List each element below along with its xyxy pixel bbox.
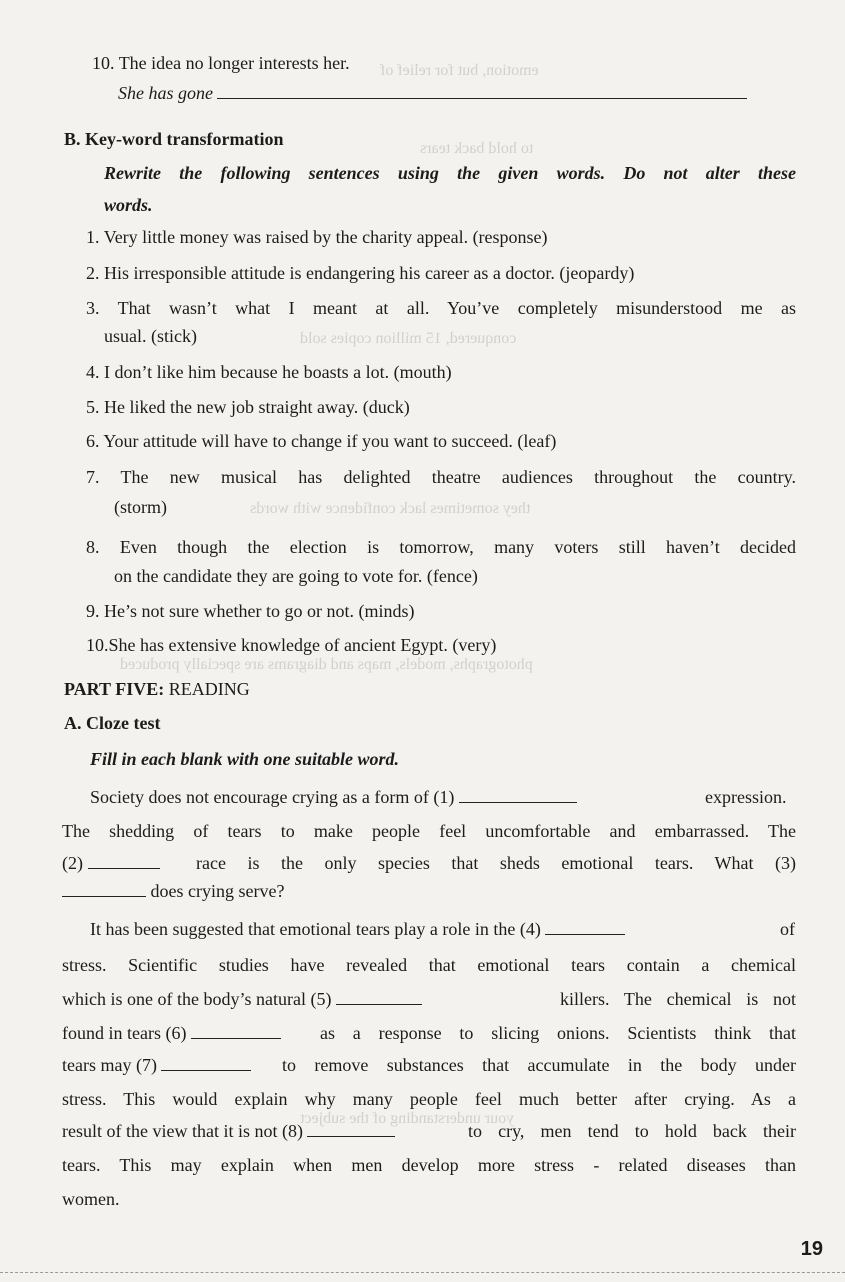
transform-item: 3. That wasn’t what I meant at all. You’ve completely misunderstood me as	[86, 298, 796, 318]
subheading: A. Cloze test	[64, 713, 161, 733]
bleed-through-text: to hold back tears	[420, 140, 534, 157]
bleed-through-text: photographs, models, maps and diagrams are specially produced	[120, 656, 533, 673]
passage-line: It has been suggested that emotional tears play a role in the (4)	[90, 918, 625, 940]
passage-line: The shedding of tears to make people feel uncomfortable and embarrassed. The	[62, 821, 796, 841]
transform-item: 6. Your attitude will have to change if you want to succeed. (leaf)	[86, 431, 557, 451]
passage-line-end: of	[780, 919, 795, 939]
passage-line: tears. This may explain when men develop more stress - related diseases than	[62, 1155, 796, 1175]
answer-start: She has gone	[118, 83, 213, 103]
transform-item: 4. I don’t like him because he boasts a lot. (mouth)	[86, 362, 452, 382]
passage-line: killers. The chemical is not	[560, 989, 796, 1009]
transform-item: 10.She has extensive knowledge of ancient Egypt. (very)	[86, 635, 497, 655]
passage-line: result of the view that it is not (8)	[62, 1120, 395, 1142]
passage-line: stress. This would explain why many people feel much better after crying. As a	[62, 1089, 796, 1109]
passage-line: to remove substances that accumulate in the body under	[282, 1055, 796, 1075]
cloze-blank-2[interactable]	[88, 852, 160, 869]
passage-line: race is the only species that sheds emotional tears. What (3)	[196, 853, 796, 873]
cloze-blank-6[interactable]	[191, 1022, 281, 1039]
passage-line: to cry, men tend to hold back their	[468, 1121, 796, 1141]
transform-item-cont: usual. (stick)	[104, 326, 197, 346]
passage-line: (2)	[62, 852, 160, 874]
transform-item-cont: (storm)	[114, 497, 167, 517]
passage-line: stress. Scientific studies have revealed that emotional tears contain a chemical	[62, 955, 796, 975]
cloze-blank-7[interactable]	[161, 1054, 251, 1071]
cloze-blank-5[interactable]	[336, 988, 422, 1005]
cloze-instruction: Fill in each blank with one suitable word.	[90, 749, 400, 769]
passage-line: women.	[62, 1189, 120, 1209]
transform-item-cont: on the candidate they are going to vote for. (fence)	[114, 566, 478, 586]
transform-item: 7. The new musical has delighted theatre audiences throughout the country.	[86, 467, 796, 487]
passage-line: found in tears (6)	[62, 1022, 281, 1044]
bleed-through-text: they sometimes lack confidence with words	[250, 500, 531, 517]
transform-item: 1. Very little money was raised by the charity appeal. (response)	[86, 227, 548, 247]
page-number: 19	[800, 1238, 823, 1260]
passage-line: does crying serve?	[62, 880, 284, 902]
passage-line: Society does not encourage crying as a form of (1)	[90, 786, 577, 808]
bleed-through-text: emotion, but for relief of	[380, 62, 539, 79]
passage-line: which is one of the body’s natural (5)	[62, 988, 422, 1010]
page-edge	[0, 1272, 845, 1274]
bleed-through-text: your understanding of the subject	[300, 1110, 515, 1127]
bleed-through-text: conquered, 15 million copies sold	[300, 330, 517, 347]
passage-line: as a response to slicing onions. Scientists think that	[320, 1023, 796, 1043]
item-sentence: The idea no longer interests her.	[118, 53, 350, 73]
passage-line: tears may (7)	[62, 1054, 251, 1076]
transform-item: 8. Even though the election is tomorrow, many voters still haven’t decided	[86, 537, 796, 557]
section-heading: B. Key-word transformation	[64, 129, 284, 149]
cloze-blank-3[interactable]	[62, 880, 146, 897]
transform-item: 9. He’s not sure whether to go or not. (minds)	[86, 601, 415, 621]
section-instruction: Rewrite the following sentences using the given words. Do not alter these	[104, 163, 796, 183]
transform-answer-line	[118, 82, 747, 104]
transform-item: 5. He liked the new job straight away. (duck)	[86, 397, 410, 417]
part-heading: PART FIVE: READING	[64, 679, 250, 699]
cloze-blank-1[interactable]	[459, 786, 577, 803]
item-number: 10.	[92, 53, 115, 73]
cloze-blank-4[interactable]	[545, 918, 625, 935]
answer-blank[interactable]	[217, 82, 747, 99]
transform-item-10	[92, 52, 350, 74]
cloze-blank-8[interactable]	[307, 1120, 395, 1137]
passage-line-end: expression.	[705, 787, 787, 807]
section-instruction-cont: words.	[104, 195, 153, 215]
transform-item: 2. His irresponsible attitude is endangering his career as a doctor. (jeopardy)	[86, 263, 635, 283]
